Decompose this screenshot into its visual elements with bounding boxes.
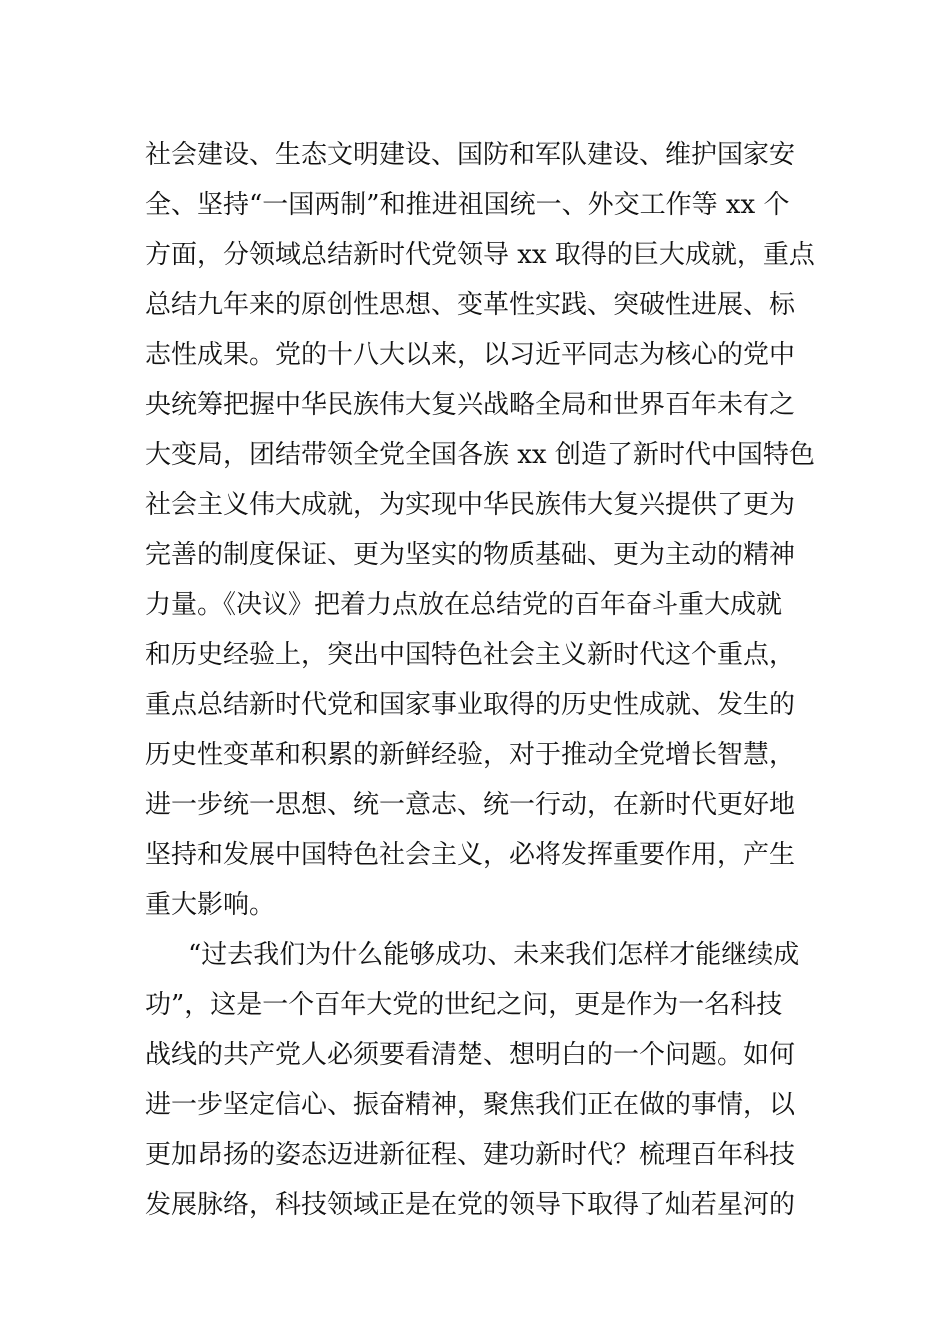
text-line: 重点总结新时代党和国家事业取得的历史性成就、发生的: [145, 690, 796, 720]
text-line: 历史性变革和积累的新鲜经验，对于推动全党增长智慧，: [145, 740, 796, 770]
text-line: 发展脉络，科技领域正是在党的领导下取得了灿若星河的: [145, 1190, 796, 1220]
text-line: 全、坚持“一国两制”和推进祖国统一、外交工作等 xx 个: [145, 190, 790, 220]
text-line: 功”，这是一个百年大党的世纪之问，更是作为一名科技: [145, 990, 783, 1020]
text-line: 和历史经验上，突出中国特色社会主义新时代这个重点，: [145, 640, 796, 670]
text-line: 社会主义伟大成就，为实现中华民族伟大复兴提供了更为: [145, 490, 796, 520]
text-line: 进一步统一思想、统一意志、统一行动，在新时代更好地: [145, 790, 796, 820]
text-line: 力量。《决议》把着力点放在总结党的百年奋斗重大成就: [145, 590, 783, 620]
text-line: 完善的制度保证、更为坚实的物质基础、更为主动的精神: [145, 540, 796, 570]
text-line: 重大影响。: [145, 890, 276, 920]
text-line: 总结九年来的原创性思想、变革性实践、突破性进展、标: [145, 290, 796, 320]
text-line: 央统筹把握中华民族伟大复兴战略全局和世界百年未有之: [145, 390, 796, 420]
text-line: 方面，分领域总结新时代党领导 xx 取得的巨大成就，重点: [145, 240, 815, 270]
text-line: 社会建设、生态文明建设、国防和军队建设、维护国家安: [145, 140, 796, 170]
text-line: 战线的共产党人必须要看清楚、想明白的一个问题。如何: [145, 1040, 796, 1070]
text-line: 坚持和发展中国特色社会主义，必将发挥重要作用，产生: [145, 840, 796, 870]
text-line: 进一步坚定信心、振奋精神，聚焦我们正在做的事情，以: [145, 1090, 796, 1120]
text-line: 志性成果。党的十八大以来，以习近平同志为核心的党中: [145, 340, 796, 370]
text-line: 大变局，团结带领全党全国各族 xx 创造了新时代中国特色: [145, 440, 815, 470]
text-line: 更加昂扬的姿态迈进新征程、建功新时代？梳理百年科技: [145, 1140, 796, 1170]
paragraph-first-line: “过去我们为什么能够成功、未来我们怎样才能继续成: [188, 940, 800, 970]
